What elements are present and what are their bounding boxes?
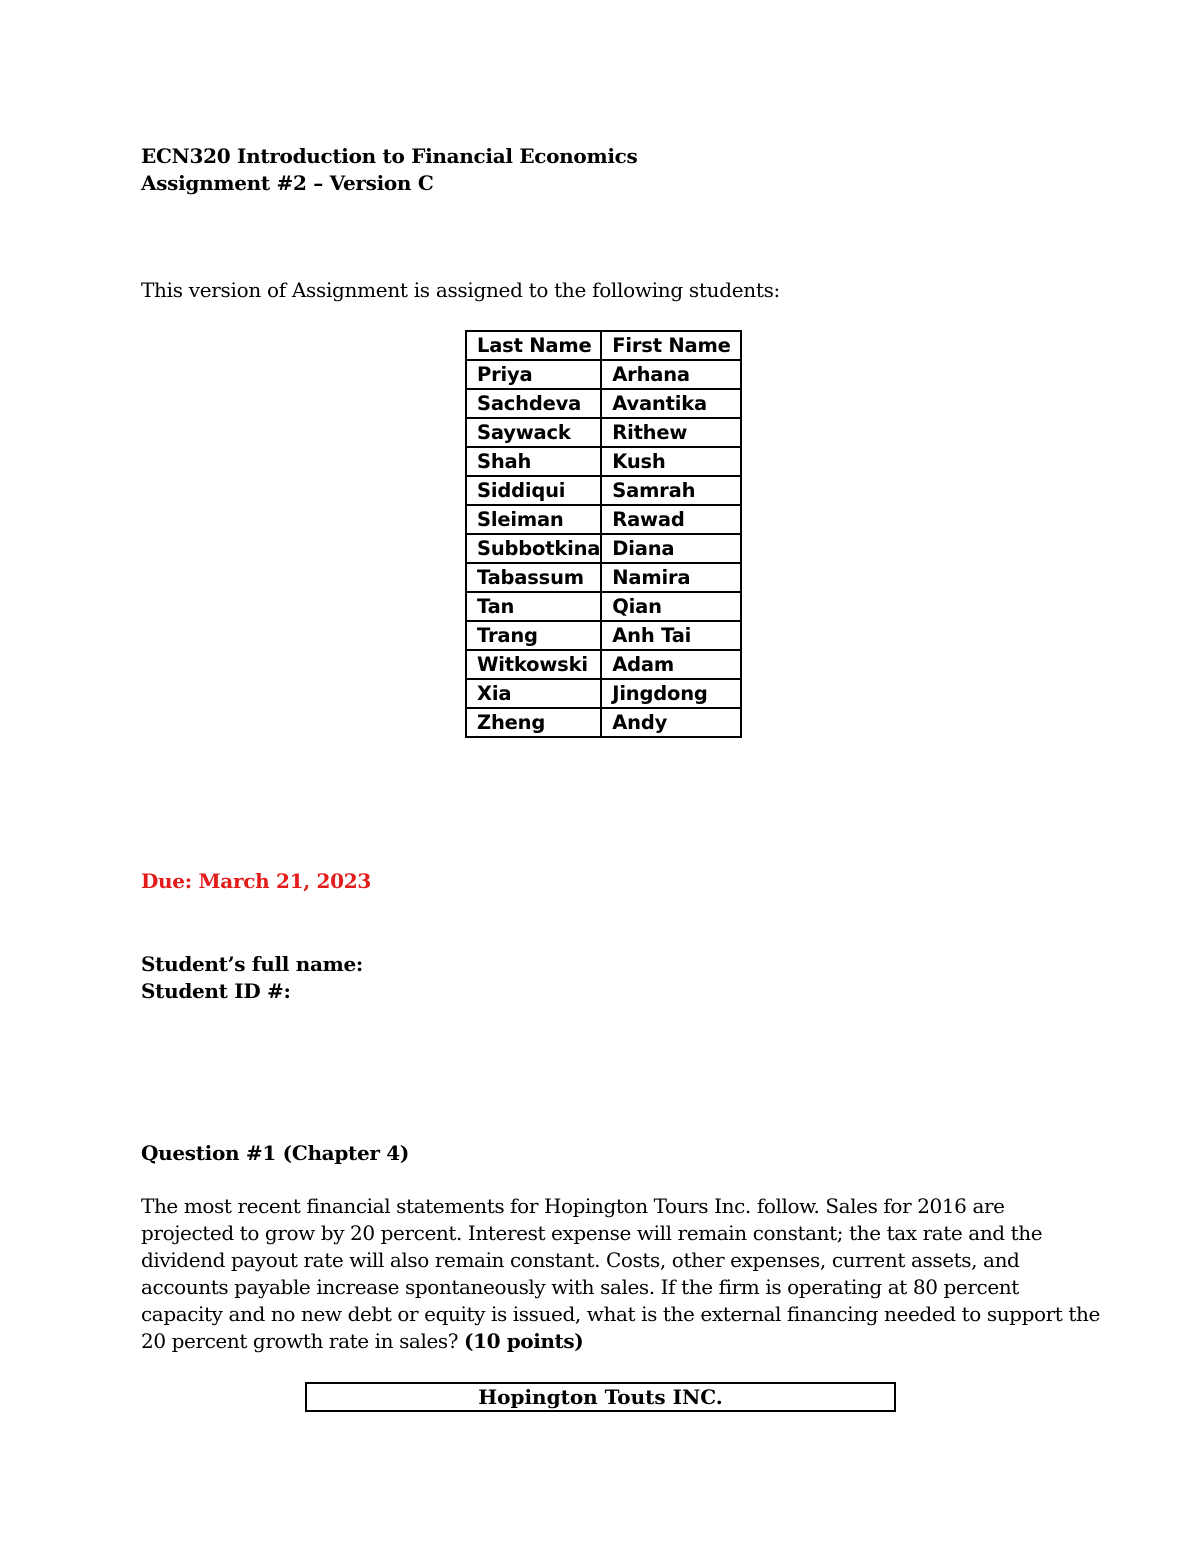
student-roster-table <box>465 330 742 738</box>
last-name-cell: Priya <box>466 360 601 389</box>
last-name-cell: Xia <box>466 679 601 708</box>
intro-text: This version of Assignment is assigned to the following students: <box>141 278 780 302</box>
question-line: accounts payable increase spontaneously with sales. If the firm is operating at 80 percent <box>141 1275 1019 1299</box>
last-name-cell: Witkowski <box>466 650 601 679</box>
last-name-cell: Sleiman <box>466 505 601 534</box>
table-row <box>466 563 741 592</box>
question-line: The most recent financial statements for Hopington Tours Inc. follow. Sales for 2016 are <box>141 1194 1005 1218</box>
first-name-cell: Rawad <box>601 505 741 534</box>
first-name-cell: Qian <box>601 592 741 621</box>
first-name-cell: Avantika <box>601 389 741 418</box>
question-heading: Question #1 (Chapter 4) <box>141 1141 410 1165</box>
table-row <box>466 360 741 389</box>
table-row <box>466 708 741 737</box>
last-name-cell: Trang <box>466 621 601 650</box>
last-name-cell: Siddiqui <box>466 476 601 505</box>
question-last-line <box>141 1328 1071 1355</box>
due-date: Due: March 21, 2023 <box>141 869 371 893</box>
assignment-title: Assignment #2 – Version C <box>141 171 434 195</box>
last-name-cell: Subbotkina <box>466 534 601 563</box>
table-row <box>466 505 741 534</box>
first-name-cell: Samrah <box>601 476 741 505</box>
table-row <box>466 447 741 476</box>
company-title-box: Hopington Touts INC. <box>305 1382 896 1412</box>
first-name-cell: Adam <box>601 650 741 679</box>
student-id-label: Student ID #: <box>141 979 291 1003</box>
last-name-cell: Shah <box>466 447 601 476</box>
last-name-cell: Zheng <box>466 708 601 737</box>
question-line: dividend payout rate will also remain constant. Costs, other expenses, current assets, and <box>141 1248 1020 1272</box>
student-name-label: Student’s full name: <box>141 952 363 976</box>
table-row <box>466 476 741 505</box>
first-name-cell: Arhana <box>601 360 741 389</box>
first-name-cell: Diana <box>601 534 741 563</box>
first-name-cell: Andy <box>601 708 741 737</box>
table-row <box>466 679 741 708</box>
table-row <box>466 534 741 563</box>
question-line-text: 20 percent growth rate in sales? <box>141 1329 465 1353</box>
table-row <box>466 621 741 650</box>
first-name-cell: Jingdong <box>601 679 741 708</box>
header-first-name: First Name <box>601 331 741 360</box>
table-row <box>466 650 741 679</box>
table-row <box>466 592 741 621</box>
table-header-row <box>466 331 741 360</box>
first-name-cell: Kush <box>601 447 741 476</box>
last-name-cell: Tan <box>466 592 601 621</box>
course-title: ECN320 Introduction to Financial Economics <box>141 144 638 168</box>
first-name-cell: Anh Tai <box>601 621 741 650</box>
question-points: (10 points) <box>464 1329 584 1353</box>
question-line: projected to grow by 20 percent. Interest expense will remain constant; the tax rate and the <box>141 1221 1043 1245</box>
question-text <box>141 1193 1100 1355</box>
table-row <box>466 418 741 447</box>
last-name-cell: Tabassum <box>466 563 601 592</box>
first-name-cell: Namira <box>601 563 741 592</box>
question-line: capacity and no new debt or equity is issued, what is the external financing needed to support the <box>141 1302 1100 1326</box>
first-name-cell: Rithew <box>601 418 741 447</box>
last-name-cell: Saywack <box>466 418 601 447</box>
last-name-cell: Sachdeva <box>466 389 601 418</box>
table-row <box>466 389 741 418</box>
header-last-name: Last Name <box>466 331 601 360</box>
